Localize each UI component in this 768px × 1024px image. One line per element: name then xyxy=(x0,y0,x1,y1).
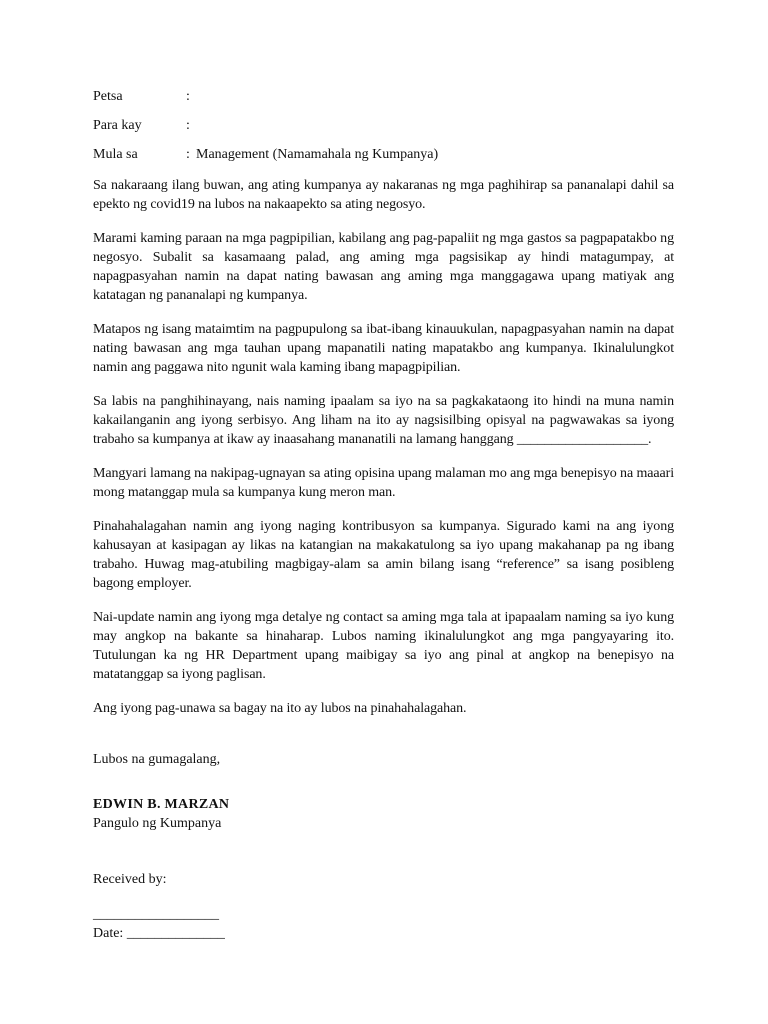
paragraph-gap xyxy=(93,305,674,320)
date-line: Date: ______________ xyxy=(93,926,225,941)
to-value xyxy=(196,118,674,147)
paragraph-gap xyxy=(93,684,674,699)
receipt-line-gap xyxy=(93,889,674,905)
from-value: Management (Namamahala ng Kumpanya) xyxy=(196,147,439,162)
signer-name: EDWIN B. MARZAN xyxy=(93,797,230,812)
closing-gap xyxy=(93,718,674,750)
body-paragraph-8: Ang iyong pag-unawa sa bagay na ito ay lubos na pinahahalagahan. xyxy=(93,701,467,716)
body-paragraph-3: Matapos ng isang mataimtim na pagpupulong sa ibat-ibang kinauukulan, napagpasyahan namin na dapat nating bawasan ang mga tauhan upang mapanatili nating mapatakbo ang kumpanya. Ikinalulungkot namin ang paggawa nito ngunit wala kaming ibang mapagpipilian. xyxy=(93,322,674,375)
signature-gap xyxy=(93,769,674,795)
paragraph-gap xyxy=(93,449,674,464)
memo-document xyxy=(93,89,674,943)
signature-line: __________________ xyxy=(93,907,219,922)
body-paragraph-1: Sa nakaraang ilang buwan, ang ating kumpanya ay nakaranas ng mga paghihirap sa pananalapi dahil sa epekto ng covid19 na lubos na nakaapekto sa ating negosyo. xyxy=(93,178,674,212)
body-paragraph-2: Marami kaming paraan na mga pagpipilian, kabilang ang pag-papaliit ng mga gastos sa pagpapatakbo ng negosyo. Subalit sa kasamaang palad, ang aming mga pagsisikap ay hindi matagumpay, at napagpasyahan namin na dapat nating bawasan ang aming mga manggagawa upang matiyak ang katatagan ng pananalapi ng kumpanya. xyxy=(93,231,674,303)
receipt-gap xyxy=(93,833,674,870)
paragraph-gap xyxy=(93,502,674,517)
date-row xyxy=(93,89,674,118)
from-row xyxy=(93,147,674,176)
body-paragraph-4: Sa labis na panghihinayang, nais naming ipaalam sa iyo na sa pagkakataong ito hindi na muna namin kakailanganin ang iyong serbisyo. Ang liham na ito ay nagsisilbing opisyal na pagwawakas sa iyong trabaho sa kumpanya at ikaw ay inaasahang mananatili na lamang hanggang ___________________. xyxy=(93,394,674,447)
date-label: Petsa xyxy=(93,89,123,104)
body-paragraph-7: Nai-update namin ang iyong mga detalye ng contact sa aming mga tala at ipapaalam naming sa iyo kung may angkop na bakante sa hinaharap. Lubos naming ikinalulungkot ang mga pangyayaring ito. Tutulungan ka ng HR Department upang maibigay sa iyo ang pinal at angkop na benepisyo na matatanggap sa iyong paglisan. xyxy=(93,610,674,682)
received-by-label: Received by: xyxy=(93,872,167,887)
from-label: Mula sa xyxy=(93,147,138,162)
date-colon: : xyxy=(186,89,190,104)
closing-salutation: Lubos na gumagalang, xyxy=(93,752,221,767)
paragraph-gap xyxy=(93,377,674,392)
to-colon: : xyxy=(186,118,190,133)
body-paragraph-6: Pinahahalagahan namin ang iyong naging kontribusyon sa kumpanya. Sigurado kami na ang iyong kahusayan at kasipagan ay likas na katangian na makakatulong sa iyo upang makahanap pa ng ibang trabaho. Huwag mag-atubiling magbigay-alam sa amin bilang isang “reference” sa isang posibleng bagong employer. xyxy=(93,519,674,591)
body-paragraph-5: Mangyari lamang na nakipag-ugnayan sa ating opisina upang malaman mo ang mga benepisyo na maaari mong matanggap mula sa kumpanya kung meron man. xyxy=(93,466,674,500)
to-row xyxy=(93,118,674,147)
date-value xyxy=(196,89,674,118)
signer-title: Pangulo ng Kumpanya xyxy=(93,816,222,831)
paragraph-gap xyxy=(93,593,674,608)
paragraph-gap xyxy=(93,214,674,229)
to-label: Para kay xyxy=(93,118,142,133)
from-colon: : xyxy=(186,147,190,162)
